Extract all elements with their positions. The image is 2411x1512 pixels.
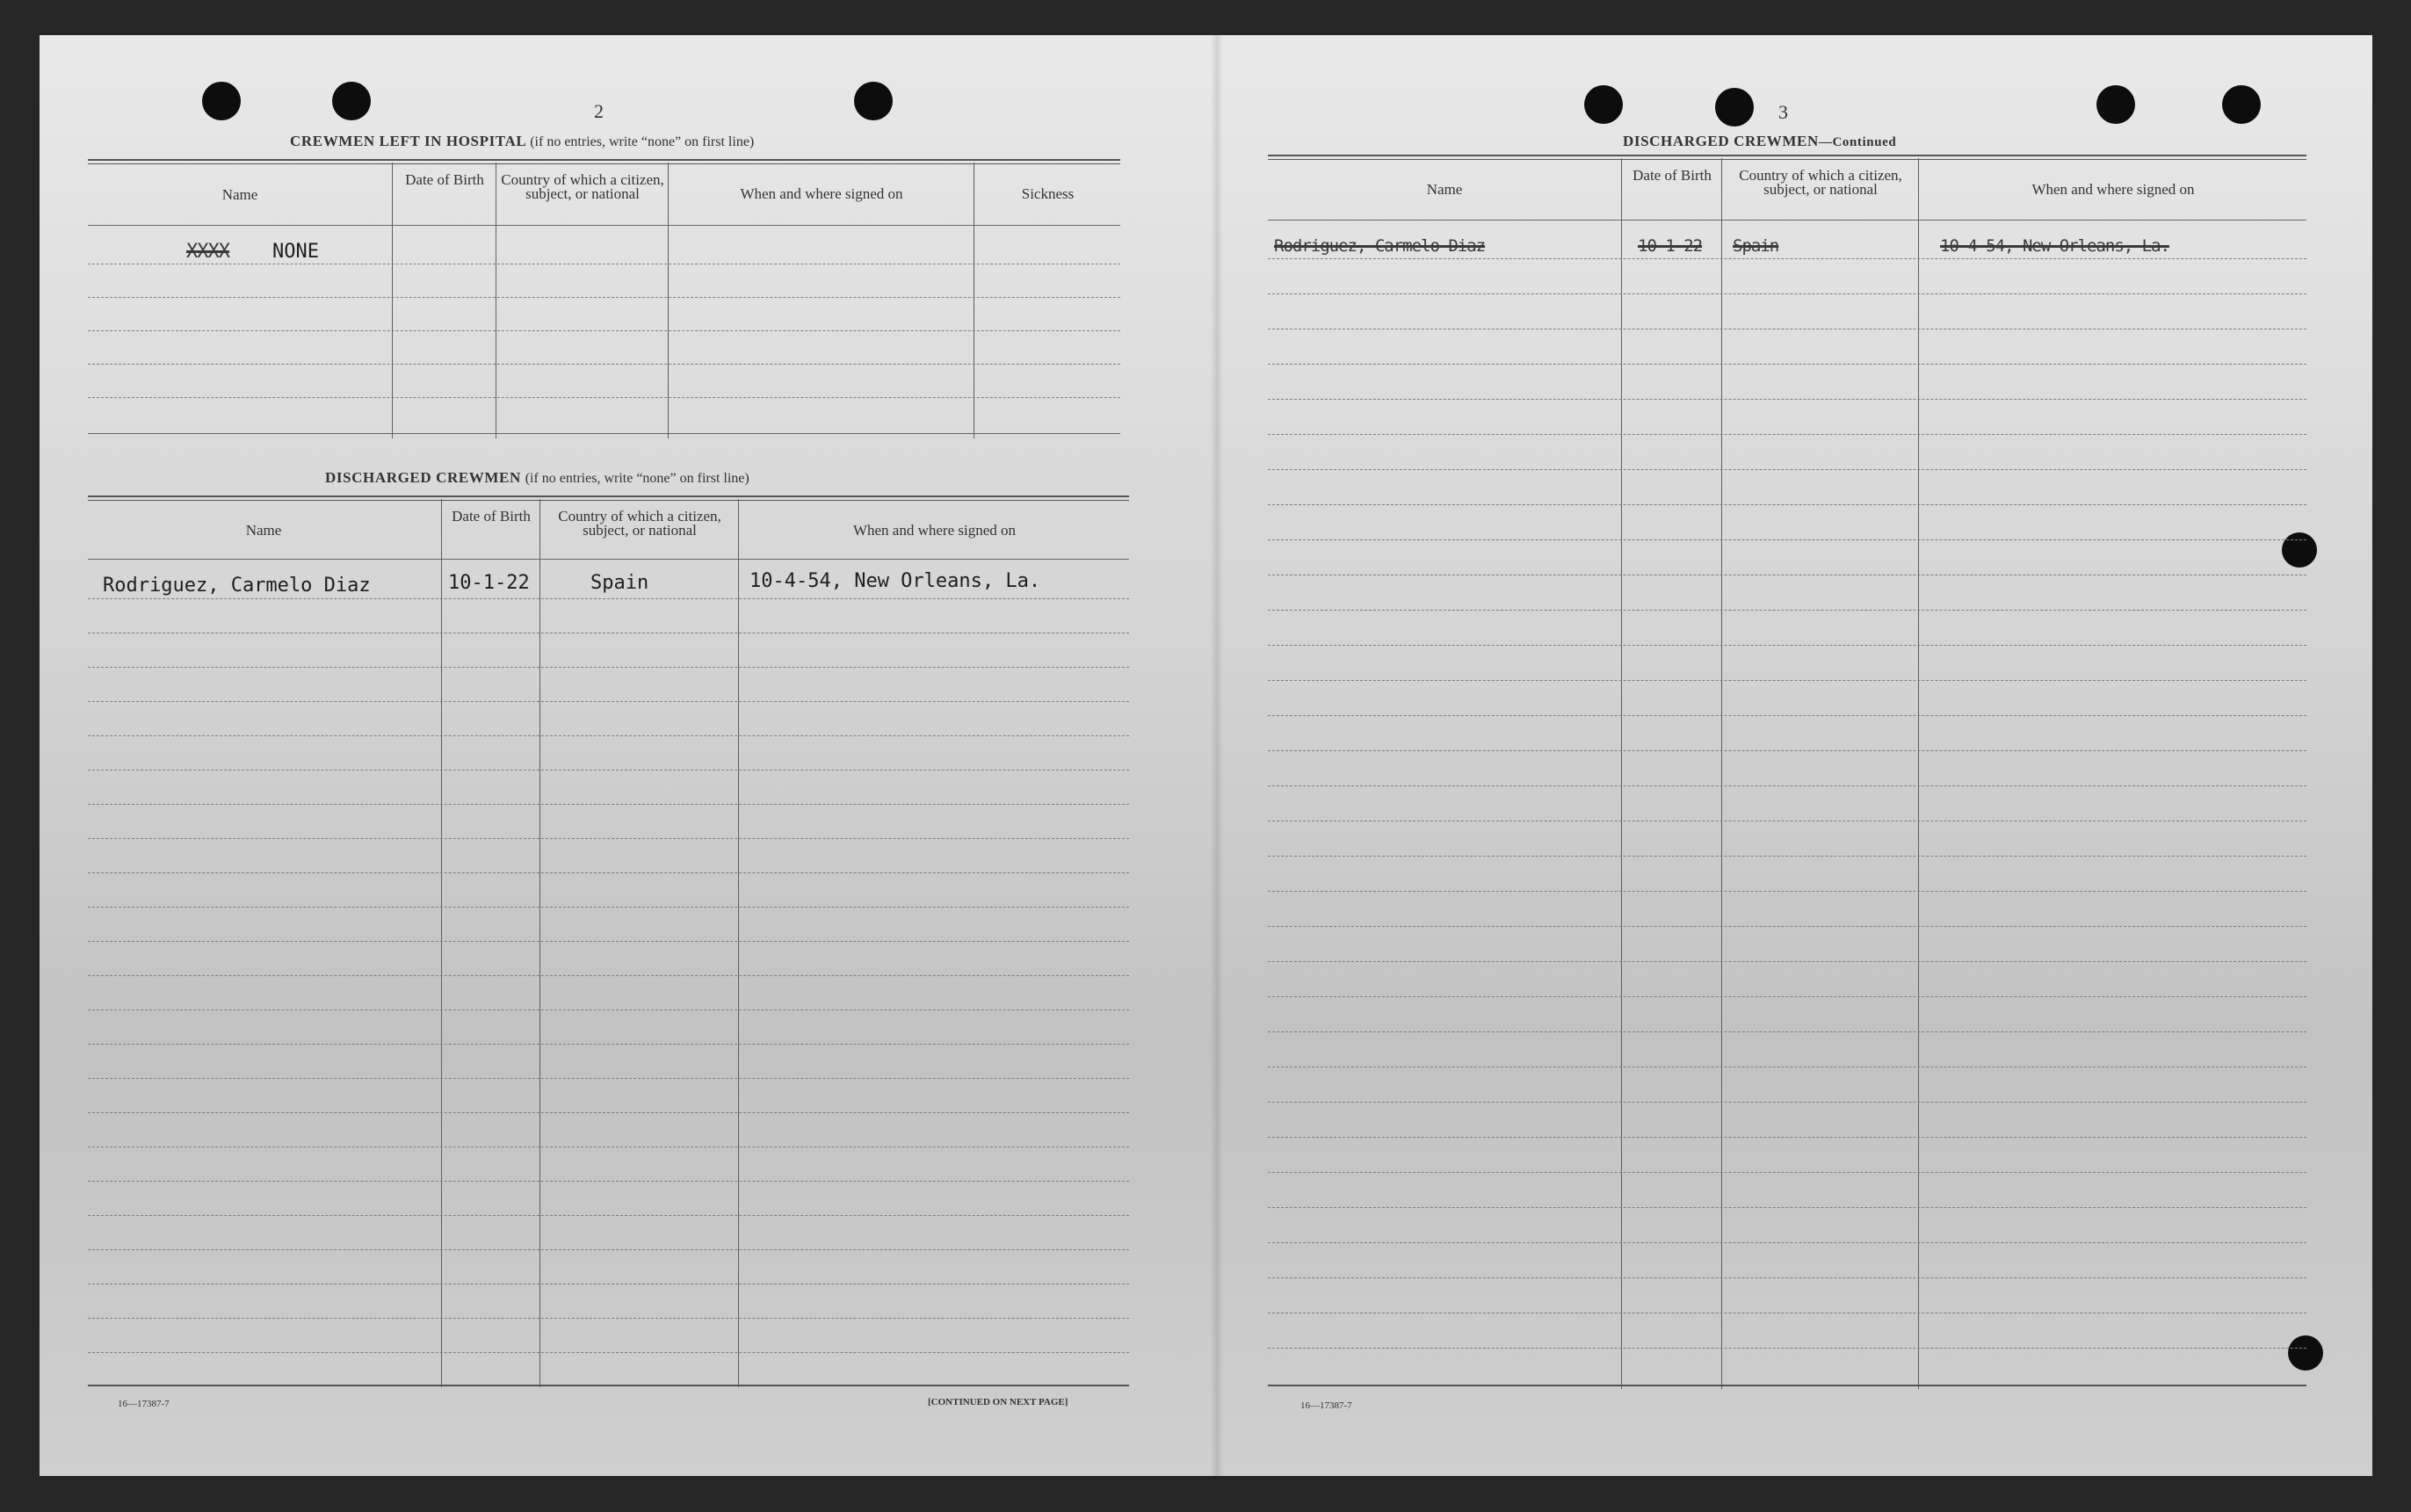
row-rule bbox=[1268, 434, 2306, 435]
row-rule bbox=[1268, 1348, 2306, 1349]
col-header-dob: Date of Birth bbox=[1633, 167, 1712, 184]
col-header-country: Country of which a citizen, subject, or national bbox=[501, 171, 664, 202]
row-rule bbox=[1268, 504, 2306, 505]
col-header-signed: When and where signed on bbox=[2031, 181, 2195, 198]
row-rule bbox=[88, 941, 1129, 942]
discharged-continued-table bbox=[1268, 155, 2306, 1389]
row-rule bbox=[88, 297, 1120, 298]
row-rule bbox=[1268, 1172, 2306, 1173]
hospital-title-text: CREWMEN LEFT IN HOSPITAL bbox=[290, 133, 526, 149]
punch-hole bbox=[202, 82, 241, 120]
row-rule bbox=[1268, 680, 2306, 681]
row-rule bbox=[1268, 645, 2306, 646]
struck-row-signed: 10-4-54, New Orleans, La. bbox=[1940, 236, 2169, 256]
row-rule bbox=[88, 1352, 1129, 1353]
page-number: 3 bbox=[1778, 101, 1788, 123]
row-rule bbox=[1268, 1102, 2306, 1103]
row-rule bbox=[88, 1215, 1129, 1216]
row-rule bbox=[88, 1181, 1129, 1182]
row-rule bbox=[88, 598, 1129, 599]
row-rule bbox=[88, 804, 1129, 805]
form-number: 16—17387-7 bbox=[1300, 1400, 1352, 1411]
row-rule bbox=[88, 397, 1120, 398]
col-header-name: Name bbox=[221, 186, 258, 203]
discharged-row-signed: 10-4-54, New Orleans, La. bbox=[749, 570, 1041, 592]
punch-hole bbox=[2096, 85, 2135, 124]
row-rule bbox=[88, 667, 1129, 668]
row-rule bbox=[1268, 1385, 2306, 1386]
column-divider bbox=[1721, 158, 1722, 1389]
header-rule bbox=[88, 225, 1120, 226]
struck-row-country: Spain bbox=[1733, 236, 1779, 256]
col-header-name: Name bbox=[1426, 181, 1463, 198]
row-rule bbox=[88, 735, 1129, 736]
row-rule bbox=[1268, 750, 2306, 751]
col-header-country: Country of which a citizen, subject, or national bbox=[558, 508, 721, 539]
row-rule bbox=[1268, 293, 2306, 294]
col-header-country: Country of which a citizen, subject, or national bbox=[1739, 167, 1902, 198]
row-rule bbox=[1268, 1277, 2306, 1278]
row-rule bbox=[1268, 539, 2306, 540]
punch-hole bbox=[332, 82, 371, 120]
continued-note: [CONTINUED ON NEXT PAGE] bbox=[928, 1397, 1068, 1407]
discharged-title-text: DISCHARGED CREWMEN bbox=[325, 469, 521, 486]
row-rule bbox=[1268, 1137, 2306, 1138]
row-rule bbox=[88, 330, 1120, 331]
struck-row-dob: 10-1-22 bbox=[1638, 236, 1703, 256]
struck-row-name: Rodriguez, Carmelo Diaz bbox=[1274, 236, 1486, 256]
row-rule bbox=[88, 433, 1120, 434]
row-rule bbox=[88, 1249, 1129, 1250]
punch-hole bbox=[1715, 88, 1754, 127]
row-rule bbox=[1268, 996, 2306, 997]
row-rule bbox=[1268, 961, 2306, 962]
row-rule bbox=[1268, 926, 2306, 927]
col-header-signed: When and where signed on bbox=[852, 522, 1017, 539]
row-rule bbox=[1268, 715, 2306, 716]
discharged-title-note: (if no entries, write “none” on first line) bbox=[525, 471, 749, 486]
discharged-row-country: Spain bbox=[590, 572, 649, 594]
row-rule bbox=[88, 1385, 1129, 1386]
page-number: 2 bbox=[594, 100, 604, 122]
discharged-continued-title-text: DISCHARGED CREWMEN bbox=[1623, 133, 1819, 149]
row-rule bbox=[1268, 469, 2306, 470]
table-top-rule bbox=[88, 496, 1129, 501]
row-rule bbox=[88, 701, 1129, 702]
form-number: 16—17387-7 bbox=[118, 1399, 170, 1409]
row-rule bbox=[1268, 258, 2306, 259]
row-rule bbox=[1268, 1031, 2306, 1032]
discharged-continued-title bbox=[1623, 133, 1896, 150]
row-rule bbox=[88, 872, 1129, 873]
discharged-table bbox=[88, 496, 1129, 1387]
col-header-name: Name bbox=[245, 522, 282, 539]
row-rule bbox=[88, 907, 1129, 908]
row-rule bbox=[88, 1044, 1129, 1045]
row-rule bbox=[88, 1112, 1129, 1113]
col-header-signed: When and where signed on bbox=[740, 185, 903, 202]
header-rule bbox=[88, 559, 1129, 560]
row-rule bbox=[1268, 1207, 2306, 1208]
row-rule bbox=[1268, 785, 2306, 786]
row-rule bbox=[1268, 364, 2306, 365]
discharged-row-dob: 10-1-22 bbox=[448, 572, 530, 594]
page-fold bbox=[1211, 35, 1223, 1476]
hospital-entry-struck: XXXX bbox=[186, 241, 229, 263]
col-header-dob: Date of Birth bbox=[405, 171, 484, 188]
row-rule bbox=[88, 975, 1129, 976]
row-rule bbox=[88, 1009, 1129, 1010]
row-rule bbox=[1268, 1242, 2306, 1243]
column-divider bbox=[1621, 158, 1622, 1389]
hospital-section-title bbox=[290, 133, 754, 150]
discharged-row-name: Rodriguez, Carmelo Diaz bbox=[103, 575, 371, 597]
punch-hole bbox=[1584, 85, 1623, 124]
row-rule bbox=[1268, 399, 2306, 400]
row-rule bbox=[1268, 610, 2306, 611]
col-header-sickness: Sickness bbox=[1021, 185, 1075, 202]
table-top-rule bbox=[1268, 155, 2306, 160]
punch-hole bbox=[854, 82, 893, 120]
punch-hole bbox=[2222, 85, 2261, 124]
hospital-entry-none: NONE bbox=[272, 241, 319, 263]
hospital-title-note: (if no entries, write “none” on first line) bbox=[530, 134, 755, 149]
col-header-dob: Date of Birth bbox=[452, 508, 531, 524]
discharged-section-title bbox=[325, 469, 749, 487]
row-rule bbox=[88, 838, 1129, 839]
column-divider bbox=[1918, 158, 1919, 1389]
row-rule bbox=[88, 364, 1120, 365]
row-rule bbox=[88, 1318, 1129, 1319]
header-rule bbox=[1268, 220, 2306, 221]
hospital-table bbox=[88, 159, 1120, 438]
row-rule bbox=[1268, 856, 2306, 857]
row-rule bbox=[1268, 891, 2306, 892]
discharged-continued-suffix: —Continued bbox=[1818, 135, 1897, 149]
row-rule bbox=[88, 1078, 1129, 1079]
table-top-rule bbox=[88, 159, 1120, 164]
